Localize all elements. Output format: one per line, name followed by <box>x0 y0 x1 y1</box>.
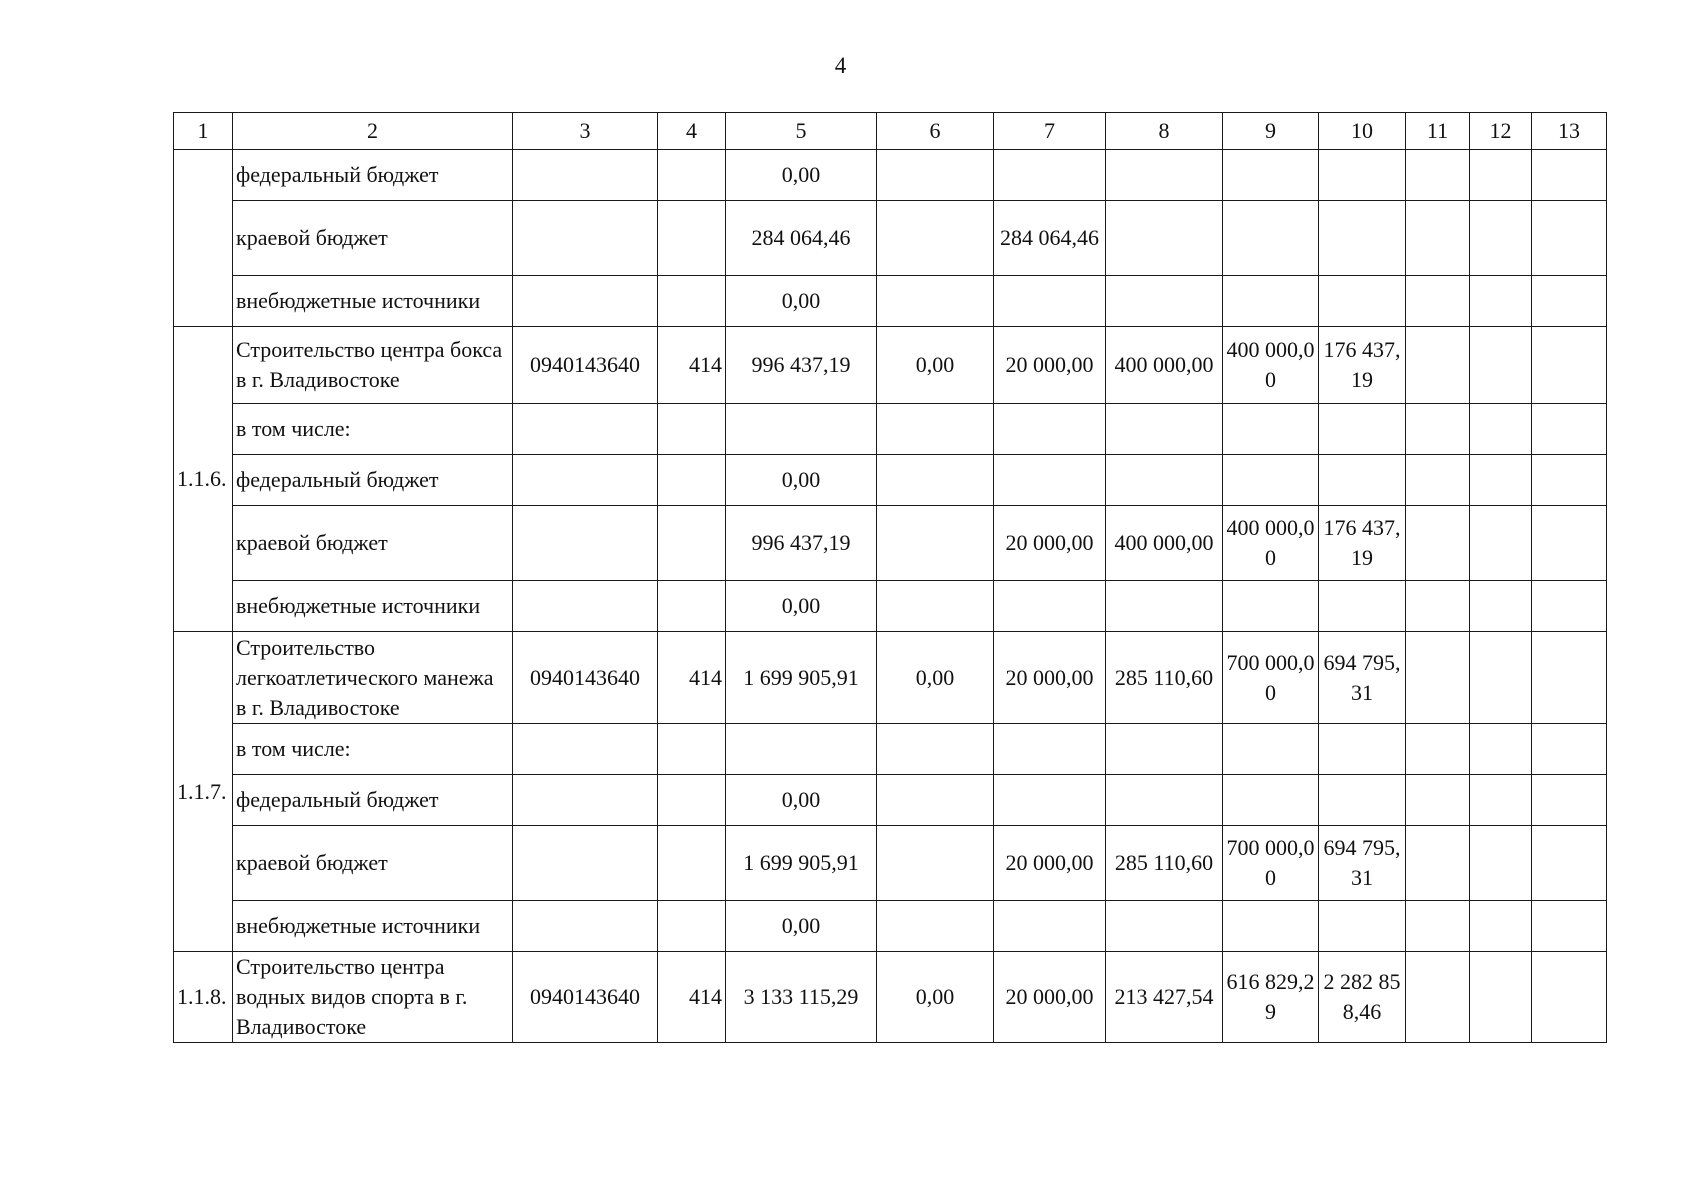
table-row <box>174 632 1607 724</box>
value-cell <box>994 150 1106 201</box>
value-cell <box>877 455 994 506</box>
row-label-cell: краевой бюджет <box>233 826 513 901</box>
code-cell <box>513 150 658 201</box>
value-cell <box>877 404 994 455</box>
header-cell: 5 <box>726 113 877 150</box>
row-label-cell: краевой бюджет <box>233 506 513 581</box>
value-cell <box>1470 724 1532 775</box>
value-cell <box>877 581 994 632</box>
value-cell: 213 427,54 <box>1106 952 1223 1043</box>
value-cell <box>877 901 994 952</box>
header-cell: 11 <box>1406 113 1470 150</box>
total-cell: 284 064,46 <box>726 201 877 276</box>
value-cell <box>1319 581 1406 632</box>
value-cell <box>877 724 994 775</box>
value-cell <box>994 775 1106 826</box>
row-number-cell: 1.1.8. <box>174 952 233 1043</box>
value-cell <box>1532 455 1607 506</box>
value-cell <box>1223 724 1319 775</box>
value-cell <box>1223 201 1319 276</box>
total-cell: 0,00 <box>726 276 877 327</box>
kvr-cell <box>658 826 726 901</box>
value-cell: 20 000,00 <box>994 632 1106 724</box>
value-cell <box>1223 775 1319 826</box>
row-label-cell: краевой бюджет <box>233 201 513 276</box>
value-cell <box>1406 506 1470 581</box>
value-cell <box>1470 455 1532 506</box>
value-cell <box>1319 404 1406 455</box>
table-row <box>174 581 1607 632</box>
kvr-cell: 414 <box>658 632 726 724</box>
value-cell <box>994 581 1106 632</box>
code-cell <box>513 455 658 506</box>
header-cell: 8 <box>1106 113 1223 150</box>
total-cell: 1 699 905,91 <box>726 826 877 901</box>
value-cell: 20 000,00 <box>994 506 1106 581</box>
code-cell <box>513 581 658 632</box>
total-cell: 0,00 <box>726 455 877 506</box>
value-cell <box>994 455 1106 506</box>
code-cell <box>513 404 658 455</box>
value-cell: 20 000,00 <box>994 826 1106 901</box>
value-cell <box>1470 901 1532 952</box>
value-cell <box>1319 201 1406 276</box>
value-cell <box>1532 150 1607 201</box>
table-row <box>174 150 1607 201</box>
value-cell <box>1406 150 1470 201</box>
code-cell <box>513 901 658 952</box>
table-row <box>174 826 1607 901</box>
value-cell <box>1532 276 1607 327</box>
header-cell: 4 <box>658 113 726 150</box>
value-cell <box>877 775 994 826</box>
value-cell <box>1470 632 1532 724</box>
value-cell <box>1223 901 1319 952</box>
value-cell <box>1406 901 1470 952</box>
value-cell <box>1470 506 1532 581</box>
table-row <box>174 724 1607 775</box>
total-cell <box>726 724 877 775</box>
value-cell <box>1406 952 1470 1043</box>
table-row <box>174 952 1607 1043</box>
value-cell <box>1406 775 1470 826</box>
header-cell: 7 <box>994 113 1106 150</box>
code-cell: 0940143640 <box>513 327 658 404</box>
value-cell <box>1223 455 1319 506</box>
value-cell <box>877 276 994 327</box>
value-cell <box>1532 775 1607 826</box>
value-cell <box>1406 327 1470 404</box>
header-cell: 12 <box>1470 113 1532 150</box>
table-row <box>174 327 1607 404</box>
code-cell: 0940143640 <box>513 632 658 724</box>
kvr-cell <box>658 404 726 455</box>
row-label-cell: Строительство легкоатлетического манежа в г. Владивостоке <box>233 632 513 724</box>
value-cell: 284 064,46 <box>994 201 1106 276</box>
value-cell <box>1470 775 1532 826</box>
code-cell: 0940143640 <box>513 952 658 1043</box>
row-label-cell: федеральный бюджет <box>233 775 513 826</box>
value-cell <box>1106 150 1223 201</box>
value-cell: 400 000,00 <box>1106 506 1223 581</box>
total-cell: 996 437,19 <box>726 327 877 404</box>
total-cell: 0,00 <box>726 581 877 632</box>
value-cell <box>1106 901 1223 952</box>
value-cell: 694 795,31 <box>1319 826 1406 901</box>
value-cell <box>1319 724 1406 775</box>
value-cell <box>1106 404 1223 455</box>
value-cell <box>877 826 994 901</box>
value-cell <box>1319 276 1406 327</box>
value-cell <box>1223 404 1319 455</box>
row-label-cell: внебюджетные источники <box>233 901 513 952</box>
code-cell <box>513 775 658 826</box>
table-row <box>174 276 1607 327</box>
value-cell <box>1470 276 1532 327</box>
value-cell <box>1532 632 1607 724</box>
total-cell <box>726 404 877 455</box>
value-cell <box>994 901 1106 952</box>
value-cell <box>1319 150 1406 201</box>
code-cell <box>513 276 658 327</box>
row-label-cell: федеральный бюджет <box>233 150 513 201</box>
value-cell <box>1406 404 1470 455</box>
value-cell <box>994 724 1106 775</box>
table-row <box>174 901 1607 952</box>
row-label-cell: Строительство центра бокса в г. Владивостоке <box>233 327 513 404</box>
value-cell <box>1532 581 1607 632</box>
kvr-cell <box>658 581 726 632</box>
code-cell <box>513 826 658 901</box>
value-cell <box>1406 581 1470 632</box>
value-cell: 285 110,60 <box>1106 826 1223 901</box>
value-cell <box>994 404 1106 455</box>
row-label-cell: в том числе: <box>233 724 513 775</box>
value-cell <box>994 276 1106 327</box>
value-cell <box>1470 327 1532 404</box>
value-cell: 20 000,00 <box>994 327 1106 404</box>
value-cell <box>1106 201 1223 276</box>
value-cell <box>1532 826 1607 901</box>
value-cell <box>1532 404 1607 455</box>
header-cell: 10 <box>1319 113 1406 150</box>
table-row <box>174 455 1607 506</box>
row-number-cell <box>174 150 233 327</box>
value-cell <box>1470 404 1532 455</box>
value-cell: 400 000,00 <box>1223 327 1319 404</box>
total-cell: 996 437,19 <box>726 506 877 581</box>
value-cell: 700 000,00 <box>1223 826 1319 901</box>
header-cell: 9 <box>1223 113 1319 150</box>
budget-table <box>173 112 1607 1043</box>
value-cell <box>1532 327 1607 404</box>
value-cell <box>1470 150 1532 201</box>
value-cell: 285 110,60 <box>1106 632 1223 724</box>
value-cell: 176 437,19 <box>1319 506 1406 581</box>
value-cell: 400 000,00 <box>1106 327 1223 404</box>
code-cell <box>513 724 658 775</box>
total-cell: 3 133 115,29 <box>726 952 877 1043</box>
value-cell <box>1106 455 1223 506</box>
value-cell <box>1106 775 1223 826</box>
value-cell: 2 282 858,46 <box>1319 952 1406 1043</box>
row-label-cell: федеральный бюджет <box>233 455 513 506</box>
total-cell: 0,00 <box>726 901 877 952</box>
value-cell <box>1470 952 1532 1043</box>
value-cell <box>1406 201 1470 276</box>
kvr-cell <box>658 724 726 775</box>
table-row <box>174 201 1607 276</box>
total-cell: 1 699 905,91 <box>726 632 877 724</box>
kvr-cell <box>658 455 726 506</box>
header-cell: 6 <box>877 113 994 150</box>
row-label-cell: внебюджетные источники <box>233 581 513 632</box>
value-cell <box>1106 276 1223 327</box>
value-cell: 20 000,00 <box>994 952 1106 1043</box>
value-cell <box>1470 581 1532 632</box>
value-cell: 700 000,00 <box>1223 632 1319 724</box>
value-cell <box>1532 724 1607 775</box>
value-cell: 0,00 <box>877 632 994 724</box>
value-cell <box>1470 201 1532 276</box>
table-row <box>174 404 1607 455</box>
row-number-cell: 1.1.7. <box>174 632 233 952</box>
code-cell <box>513 201 658 276</box>
value-cell <box>877 506 994 581</box>
table-header-row <box>174 113 1607 150</box>
value-cell <box>1319 775 1406 826</box>
value-cell <box>1106 581 1223 632</box>
value-cell: 616 829,29 <box>1223 952 1319 1043</box>
value-cell: 0,00 <box>877 327 994 404</box>
value-cell: 694 795,31 <box>1319 632 1406 724</box>
value-cell <box>1223 150 1319 201</box>
kvr-cell <box>658 201 726 276</box>
value-cell <box>877 150 994 201</box>
total-cell: 0,00 <box>726 150 877 201</box>
value-cell <box>1406 826 1470 901</box>
value-cell <box>1532 952 1607 1043</box>
value-cell <box>1406 724 1470 775</box>
row-label-cell: в том числе: <box>233 404 513 455</box>
value-cell <box>1532 506 1607 581</box>
value-cell: 0,00 <box>877 952 994 1043</box>
header-cell: 3 <box>513 113 658 150</box>
kvr-cell <box>658 775 726 826</box>
header-cell: 1 <box>174 113 233 150</box>
value-cell <box>1319 901 1406 952</box>
value-cell <box>1223 276 1319 327</box>
value-cell <box>1223 581 1319 632</box>
value-cell: 176 437,19 <box>1319 327 1406 404</box>
value-cell <box>1406 455 1470 506</box>
value-cell <box>1406 276 1470 327</box>
table-row <box>174 775 1607 826</box>
kvr-cell: 414 <box>658 327 726 404</box>
header-cell: 13 <box>1532 113 1607 150</box>
table-row <box>174 506 1607 581</box>
header-cell: 2 <box>233 113 513 150</box>
kvr-cell: 414 <box>658 952 726 1043</box>
value-cell <box>1406 632 1470 724</box>
row-number-cell: 1.1.6. <box>174 327 233 632</box>
value-cell <box>1106 724 1223 775</box>
total-cell: 0,00 <box>726 775 877 826</box>
kvr-cell <box>658 901 726 952</box>
value-cell: 400 000,00 <box>1223 506 1319 581</box>
kvr-cell <box>658 150 726 201</box>
row-label-cell: внебюджетные источники <box>233 276 513 327</box>
kvr-cell <box>658 506 726 581</box>
value-cell <box>1470 826 1532 901</box>
value-cell <box>877 201 994 276</box>
page-number: 4 <box>834 53 847 78</box>
value-cell <box>1532 901 1607 952</box>
value-cell <box>1532 201 1607 276</box>
row-label-cell: Строительство центра водных видов спорта в г. Владивостоке <box>233 952 513 1043</box>
kvr-cell <box>658 276 726 327</box>
code-cell <box>513 506 658 581</box>
value-cell <box>1319 455 1406 506</box>
